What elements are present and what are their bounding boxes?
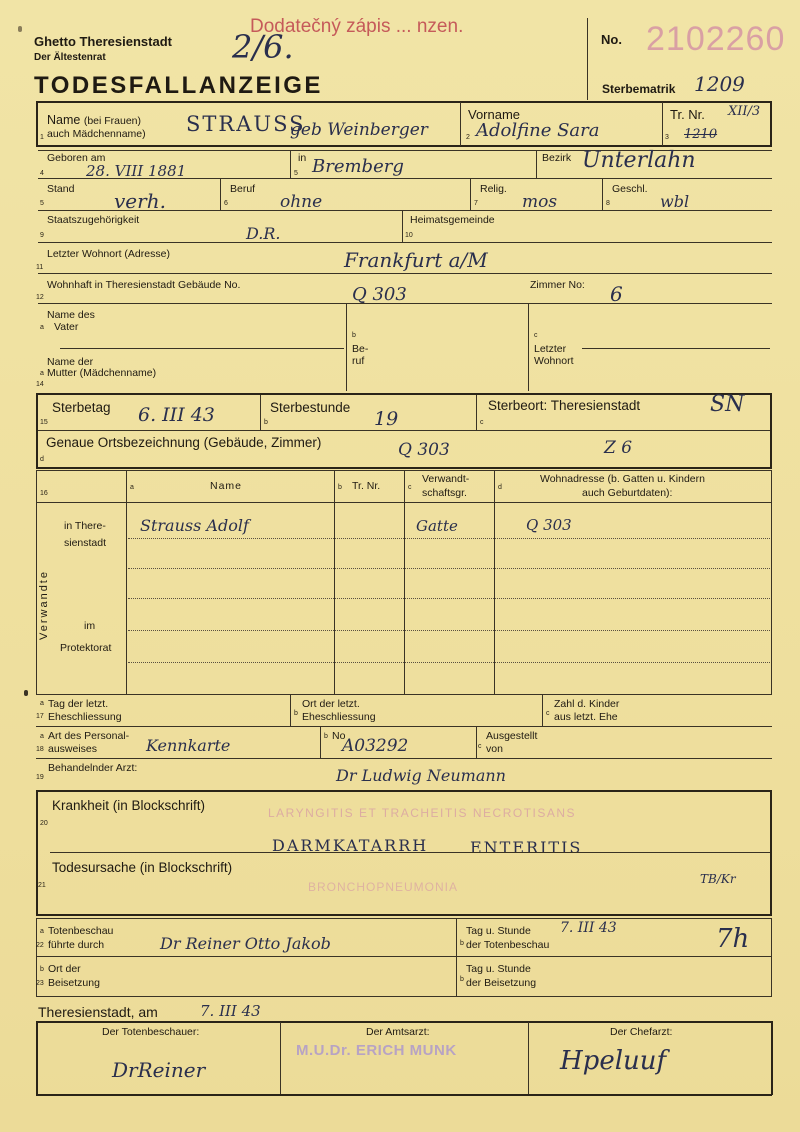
arzt-value: Dr Ludwig Neumann (336, 766, 506, 785)
form-title: TODESFALLANZEIGE (34, 72, 323, 99)
gebaeude-value: Q 303 (352, 284, 407, 305)
beruf-label: Beruf (230, 183, 256, 195)
art-ausweis-label-1: Art des Personal- (48, 730, 130, 742)
ausweis-no-label: No (332, 730, 346, 742)
relatives-wohn-header-1: Wohnadresse (b. Gatten u. Kindern (540, 473, 705, 485)
relig-value: mos (522, 192, 558, 212)
letzter-label-2: Wohnort (534, 355, 574, 367)
staats-label: Staatszugehörigkeit (47, 214, 140, 226)
totenbeschau-tag-hour: 7h (716, 924, 750, 954)
trnr-struck: 1210 (684, 127, 718, 142)
sterbestunde-value: 19 (374, 408, 399, 430)
beschauer-label: Der Totenbeschauer: (102, 1026, 200, 1038)
trnr-value: XII/3 (728, 104, 761, 119)
stand-label: Stand (47, 183, 75, 195)
sterbetag-value: 6. III 43 (138, 404, 215, 426)
hand-mark-top: 2/6. (232, 28, 294, 66)
staats-value: D.R. (246, 224, 281, 243)
trnr-label: Tr. Nr. (670, 107, 705, 122)
name-note: auch Mädchenname) (47, 128, 146, 140)
beruf-value: ohne (280, 192, 323, 212)
place-date-value: 7. III 43 (200, 1002, 261, 1020)
orts-label: Genaue Ortsbezeichnung (Gebäude, Zimmer) (46, 435, 322, 450)
ort-beisetzung-label-1: Ort der (48, 963, 81, 975)
orts-value-room: Z 6 (604, 438, 633, 458)
totenbeschau-tag-value: 7. III 43 (560, 920, 617, 936)
krankheit-value-2: ENTERITIS (470, 838, 583, 857)
beschauer-signature: DrReiner (112, 1058, 206, 1082)
name-value: STRAUSS (186, 112, 306, 136)
sterbestunde-label: Sterbestunde (270, 400, 351, 415)
relatives-wohn-header-2: auch Geburtdaten): (582, 487, 673, 499)
art-ausweis-value: Kennkarte (146, 736, 231, 755)
relatives-verw-header-2: schaftsgr. (422, 487, 467, 499)
vater-label-2: Vater (54, 321, 79, 333)
institution-name: Ghetto Theresienstadt (34, 34, 172, 49)
geboren-label: Geboren am (47, 152, 106, 164)
beisetzung-tag-label-2: der Beisetzung (466, 977, 537, 989)
punch-mark-icon (24, 690, 28, 696)
kinder-label-2: aus letzt. Ehe (554, 711, 618, 723)
relig-label: Relig. (480, 183, 507, 195)
wohnort-value: Frankfurt a/M (344, 248, 488, 272)
ausgestellt-label-1: Ausgestellt (486, 730, 538, 742)
zimmer-label: Zimmer No: (530, 279, 585, 291)
krankheit-stamp: LARYNGITIS ET TRACHEITIS NECROTISANS (268, 806, 577, 820)
arzt-label: Behandelnder Arzt: (48, 762, 138, 774)
vorname-value: Adolfine Sara (476, 120, 600, 141)
gebaeude-label: Wohnhaft in Theresienstadt Gebäude No. (47, 279, 241, 291)
bezirk-label: Bezirk (542, 152, 572, 164)
ausweis-no-value: A03292 (342, 736, 409, 756)
heimat-label: Heimatsgemeinde (410, 214, 495, 226)
chefarzt-signature: Hpeluuf (560, 1046, 667, 1076)
orts-value-building: Q 303 (398, 440, 450, 460)
relatives-side-label: Verwandte (38, 570, 50, 640)
amtsarzt-label: Der Amtsarzt: (366, 1026, 430, 1038)
vorname-label: Vorname (468, 107, 521, 122)
relatives-verw-header-1: Verwandt- (422, 473, 470, 485)
zimmer-value: 6 (610, 282, 623, 306)
ort-eheschl-label-1: Ort der letzt. (302, 698, 360, 710)
protektorat-label: Protektorat (60, 642, 112, 654)
maiden-name-value: geb Weinberger (290, 120, 428, 140)
ort-beisetzung-label-2: Beisetzung (48, 977, 100, 989)
medical-side-mark: TB/Kr (700, 872, 736, 886)
bezirk-value: Unterlahn (582, 148, 696, 173)
sterbetag-label: Sterbetag (52, 400, 111, 415)
number-value: 2102260 (646, 20, 786, 58)
vater-label-1: Name des (47, 309, 95, 321)
relative-1-name: Strauss Adolf (140, 516, 249, 535)
totenbeschau-tag-label-2: der Totenbeschau (466, 939, 550, 951)
kinder-label-1: Zahl d. Kinder (554, 698, 620, 710)
geschl-value: wbl (660, 192, 690, 211)
wohnort-label: Letzter Wohnort (Adresse) (47, 248, 170, 260)
in-there-label-1: in There- (64, 520, 106, 532)
relatives-trnr-header: Tr. Nr. (352, 480, 381, 492)
totenbeschau-label-1: Totenbeschau (48, 925, 114, 937)
place-date-label: Theresienstadt, am (38, 1004, 158, 1020)
tag-eheschl-label-2: Eheschliessung (48, 711, 122, 723)
ort-eheschl-label-2: Eheschliessung (302, 711, 376, 723)
mutter-label-1: Name der (47, 356, 94, 368)
relative-1-address: Q 303 (526, 516, 572, 534)
sterbeort-label: Sterbeort: Theresienstadt (488, 398, 641, 413)
beisetzung-tag-label-1: Tag u. Stunde (466, 963, 531, 975)
chefarzt-label: Der Chefarzt: (610, 1026, 673, 1038)
todesursache-label: Todesursache (in Blockschrift) (52, 860, 233, 875)
krankheit-label: Krankheit (in Blockschrift) (52, 798, 206, 813)
geboren-value: 28. VIII 1881 (86, 162, 187, 180)
totenbeschau-tag-label-1: Tag u. Stunde (466, 925, 531, 937)
death-notice-form: Ghetto Theresienstadt Der Ältestenrat TODESFALLANZEIGE Dodatečný zápis ... nzen. 2/6. No. 2102260 Sterbematrik 1209 Name (bei Frauen) auch Mädchenname) 1 STRAUSS geb Weinberger Vorname 2 Adolfine Sara Tr. Nr. XII/3 3 1210 Geboren am 4 28. VIII 1881 in 5 Bremberg Bezirk Unterlahn Stand 5 verh. Beruf 6 ohne Relig. 7 mos Geschl. 8 wbl Staatszugehörigkeit 9 D.R. Heimatsgemeinde 10 Letzter Wohnort (Adresse) 11 Frankfurt a/M Wohnhaft in Theresienstadt Gebäude No. 12 Q 303 Zimmer No: 6 Name des a Vater Name der a Mutter (Mädchenname) 14 b Be- ruf c Letzter Wohnort Sterbetag 15 6. III 43 Sterbestunde b 19 Sterbeort: Theresienstadt c SN Genaue Ortsbezeichnung (Gebäude, Zimmer) d Q 303 Z 6 16 a Name b Tr. Nr. c Verwandt- schaftsgr. d Wohnadresse (b. Gatten u. Kindern auch Geburtdaten): Verwandte in There- sienstadt im Protektorat Strauss Adolf Gatte Q 303 a Tag der letzt. 17 Eheschliessung b Ort der letzt. Eheschliessung c Zahl d. Kinder aus letzt. Ehe a Art des Personal- 18 ausweises Kennkarte b No A03292 c Ausgestellt von Behandelnder Arzt: 19 Dr Ludwig Neumann Krankheit (in Blockschrift) 20 LARYNGITIS ET TRACHEITIS NECROTISANS DARMKATARRH ENTERITIS Todesursache (in Blockschrift) 21 BRONCHOPNEUMONIA TB/Kr a Totenbeschau 22 führte durch Dr Reiner Otto Jakob b Tag u. Stunde der Totenbeschau 7. III 43 7h b Ort der 23 Beisetzung b Tag u. Stunde der Beisetzung Theresienstadt, am 7. III 43 Der Totenbeschauer: DrReiner Der Amtsarzt: M.U.Dr. ERICH MUNK Der Chefarzt: Hpeluuf (0, 0, 800, 1132)
in-label: in (298, 152, 307, 164)
letzter-label-1: Letzter (534, 343, 567, 355)
relatives-name-header: Name (210, 480, 243, 492)
relative-1-relation: Gatte (416, 517, 458, 535)
stand-value: verh. (114, 189, 166, 213)
number-label: No. (601, 32, 622, 47)
art-ausweis-label-2: ausweises (48, 743, 98, 755)
tag-eheschl-label-1: Tag der letzt. (48, 698, 109, 710)
sterbematrik-value: 1209 (694, 72, 745, 96)
im-label: im (84, 620, 96, 632)
krankheit-value-1: DARMKATARRH (272, 836, 429, 855)
totenbeschau-label-2: führte durch (48, 939, 105, 951)
todesursache-stamp: BRONCHOPNEUMONIA (308, 880, 459, 894)
sterbematrik-label: Sterbematrik (602, 82, 676, 96)
council-name: Der Ältestenrat (34, 52, 106, 63)
geschl-label: Geschl. (612, 183, 648, 195)
in-value: Bremberg (312, 156, 404, 177)
mutter-label-2: Mutter (Mädchenname) (47, 367, 157, 379)
stamp-supplement: Dodatečný zápis ... nzen. (250, 16, 464, 37)
sterbeort-value: SN (710, 392, 745, 417)
name-label: Name (bei Frauen) (47, 113, 142, 127)
in-there-label-2: sienstadt (64, 537, 107, 549)
punch-mark-icon (18, 26, 22, 32)
amtsarzt-stamp: M.U.Dr. ERICH MUNK (296, 1042, 457, 1059)
beruf2-label-2: ruf (352, 355, 365, 367)
ausgestellt-label-2: von (486, 743, 503, 755)
totenbeschau-value: Dr Reiner Otto Jakob (160, 934, 331, 953)
beruf2-label-1: Be- (352, 343, 369, 355)
